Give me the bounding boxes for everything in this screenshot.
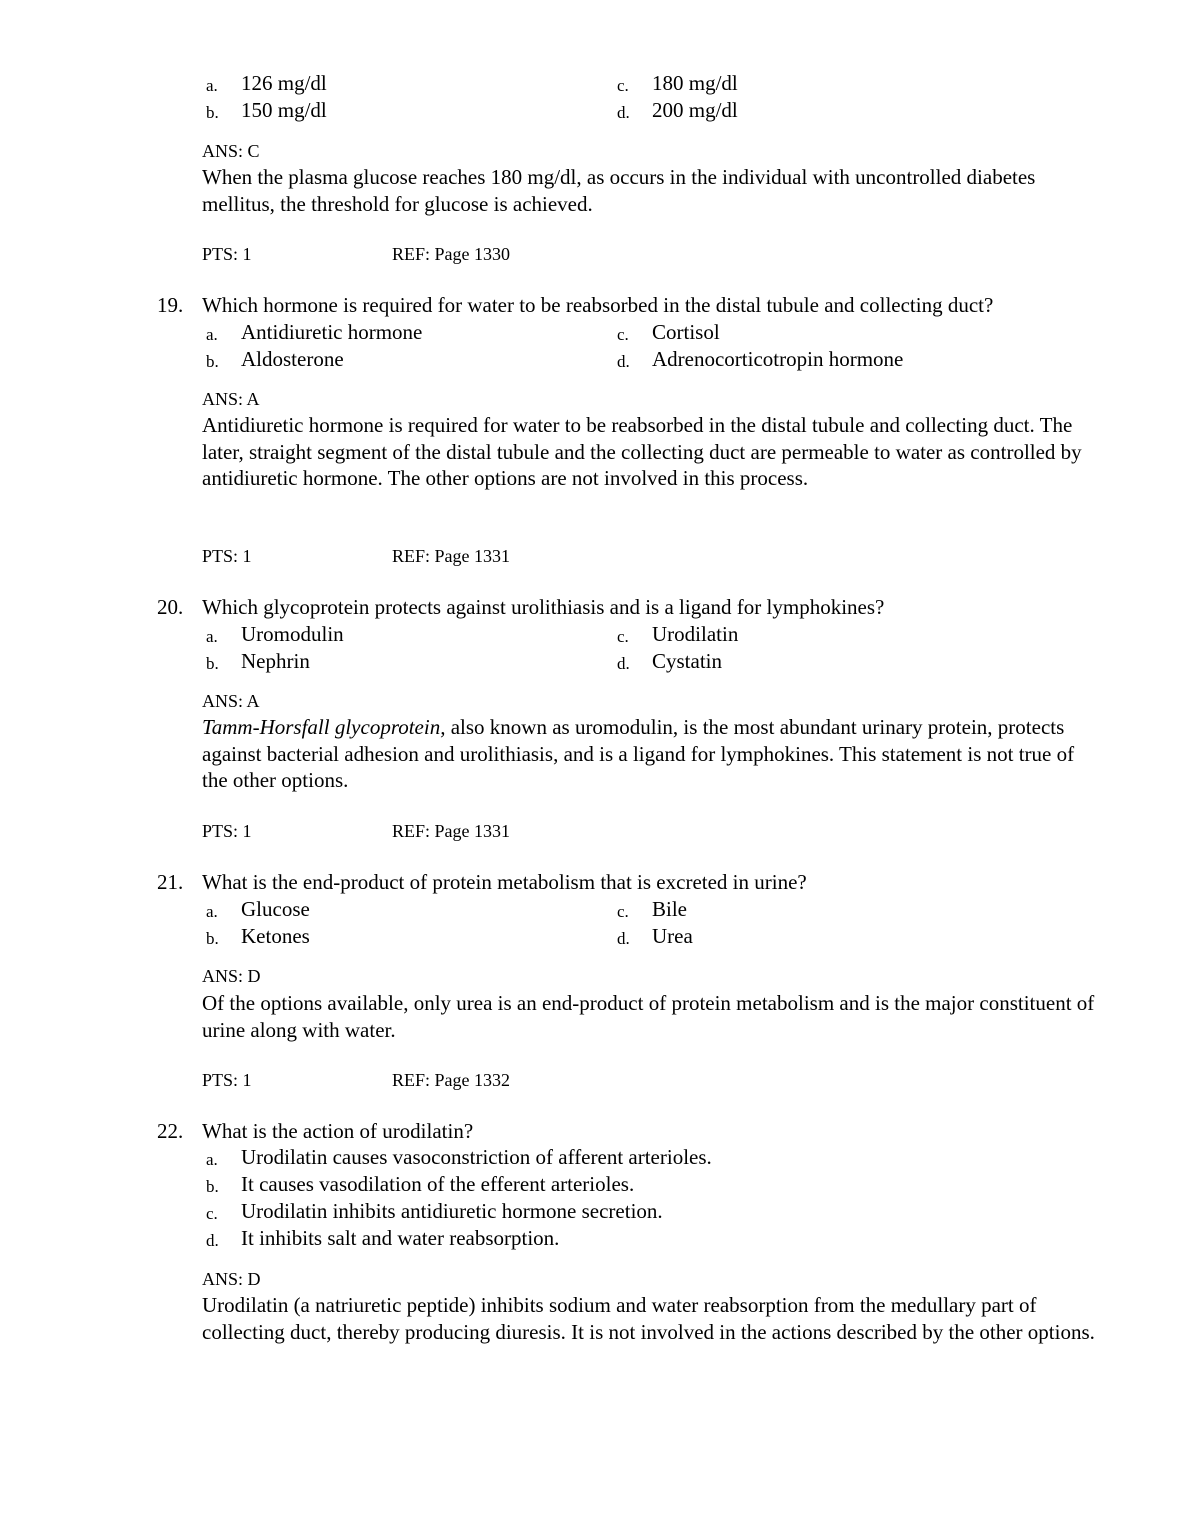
option-text: Glucose [241,897,310,921]
option-text: Nephrin [241,649,310,673]
answer-key: ANS: A [202,389,260,409]
question-stem: What is the action of urodilatin? [202,1119,474,1143]
option-letter: b. [206,103,219,122]
option-letter: a. [206,1150,218,1169]
answer-rationale: Urodilatin (a natriuretic peptide) inhibits sodium and water reabsorption from the medullary part of collecting duct, thereby producing diuresis. It is not involved in the actions described by the other options. [202,1293,1095,1344]
answer-key: ANS: D [202,1269,261,1289]
option-letter: d. [206,1231,219,1250]
option-text: 200 mg/dl [652,98,738,122]
question-stem: What is the end-product of protein metabolism that is excreted in urine? [202,870,807,894]
option-text: It inhibits salt and water reabsorption. [241,1226,560,1250]
option-letter: c. [206,1204,218,1223]
answer-rationale: Of the options available, only urea is an end-product of protein metabolism and is the major constituent of urine along with water. [202,991,1095,1042]
option-letter: a. [206,76,218,95]
option-letter: b. [206,654,219,673]
option-letter: c. [617,627,629,646]
option-letter: c. [617,325,629,344]
option-text: 150 mg/dl [241,98,327,122]
option-text: Bile [652,897,687,921]
option-letter: d. [617,352,630,371]
points-label: PTS: 1 [202,244,252,264]
reference-label: REF: Page 1331 [392,821,511,841]
question-stem: Which hormone is required for water to be reabsorbed in the distal tubule and collecting duct? [202,293,994,317]
option-letter: d. [617,654,630,673]
answer-key: ANS: C [202,141,260,161]
option-text: Urea [652,924,693,948]
option-text: Cystatin [652,649,723,673]
option-text: Urodilatin inhibits antidiuretic hormone secretion. [241,1199,663,1223]
answer-rationale: When the plasma glucose reaches 180 mg/dl, as occurs in the individual with uncontrolled diabetes mellitus, the threshold for glucose is achieved. [202,165,1036,216]
option-text: Antidiuretic hormone [241,320,423,344]
option-text: It causes vasodilation of the efferent arterioles. [241,1172,635,1196]
option-text: Adrenocorticotropin hormone [652,347,904,371]
question-number: 22. [157,1119,184,1143]
reference-label: REF: Page 1332 [392,1070,511,1090]
points-label: PTS: 1 [202,1070,252,1090]
option-letter: a. [206,902,218,921]
points-label: PTS: 1 [202,546,252,566]
question-number: 19. [157,293,184,317]
option-text: Urodilatin causes vasoconstriction of afferent arterioles. [241,1145,712,1169]
rationale-text: also known as uromodulin, is the most abundant urinary protein, protects against bacterial adhesion and urolithiasis, and is a ligand for lymphokines. This statement is not true of the other options. [202,715,1075,792]
question-stem: Which glycoprotein protects against urolithiasis and is a ligand for lymphokines? [202,595,885,619]
option-text: Urodilatin [652,622,739,646]
option-letter: a. [206,627,218,646]
reference-label: REF: Page 1331 [392,546,511,566]
answer-rationale: Antidiuretic hormone is required for water to be reabsorbed in the distal tubule and collecting duct. The later, straight segment of the distal tubule and the collecting duct are permeable to water as controlled by antidiuretic hormone. The other options are not involved in this process. [202,413,1082,490]
option-text: Cortisol [652,320,720,344]
answer-key: ANS: D [202,966,261,986]
option-letter: b. [206,352,219,371]
reference-label: REF: Page 1330 [392,244,511,264]
question-number: 20. [157,595,184,619]
option-text: Uromodulin [241,622,344,646]
answer-key: ANS: A [202,691,260,711]
option-letter: a. [206,325,218,344]
option-text: 180 mg/dl [652,71,738,95]
rationale-italic-term: Tamm-Horsfall glycoprotein, [202,715,446,739]
question-number: 21. [157,870,184,894]
option-letter: b. [206,929,219,948]
points-label: PTS: 1 [202,821,252,841]
option-letter: d. [617,929,630,948]
answer-rationale [202,714,1102,794]
option-text: Aldosterone [241,347,344,371]
option-text: Ketones [241,924,310,948]
option-letter: c. [617,902,629,921]
option-letter: b. [206,1177,219,1196]
option-letter: c. [617,76,629,95]
option-letter: d. [617,103,630,122]
option-text: 126 mg/dl [241,71,327,95]
